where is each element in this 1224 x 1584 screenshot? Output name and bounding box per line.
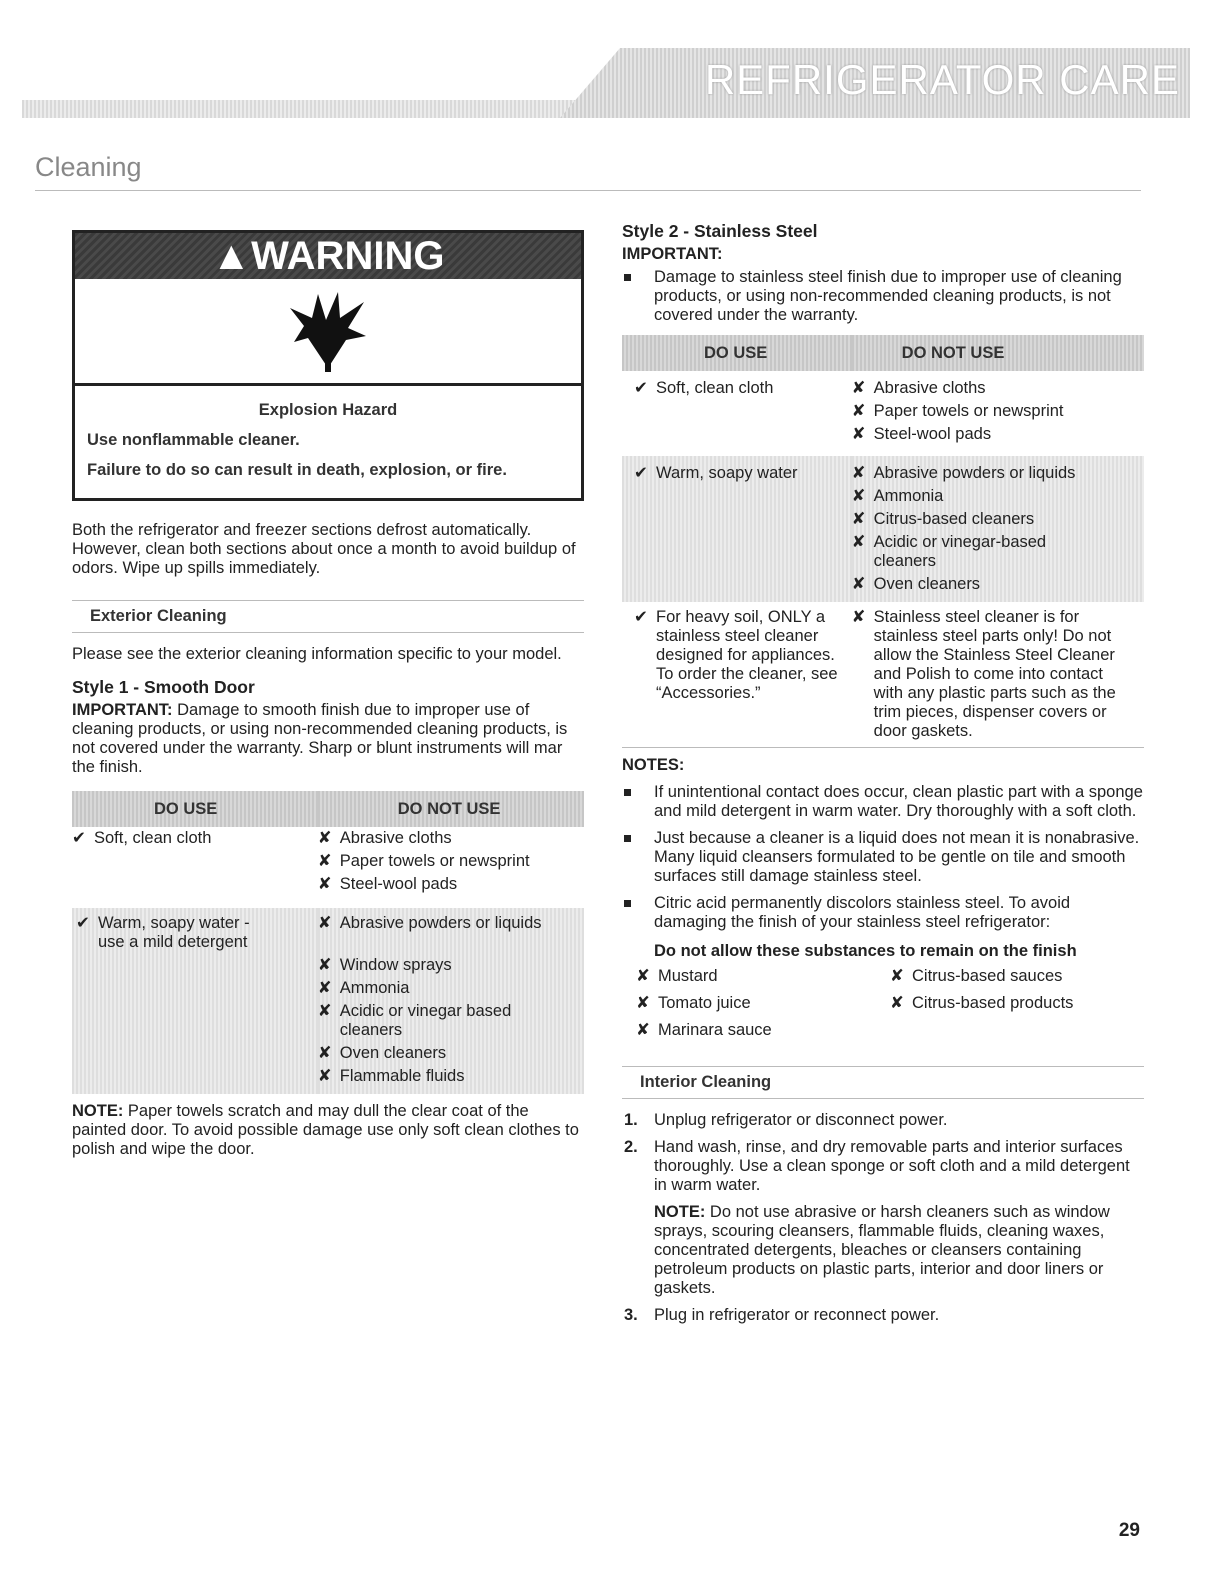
style2-col-donot: DO NOT USE	[852, 335, 1144, 371]
cross-icon: ✘	[317, 1002, 332, 1020]
interior-steps	[622, 1111, 1144, 1325]
table-row	[622, 423, 1144, 456]
style1-dont2-item: Window sprays	[339, 956, 452, 974]
style1-dont1-item: Steel-wool pads	[339, 875, 458, 893]
style2-col-do: DO USE	[622, 335, 852, 371]
list-item: 3. Plug in refrigerator or reconnect power.	[624, 1306, 940, 1324]
cross-icon: ✘	[890, 967, 904, 985]
warning-box	[72, 230, 584, 501]
check-icon: ✔	[634, 464, 648, 482]
list-item: ✘ Citrus-based sauces	[890, 967, 1063, 985]
style2-heading: Style 2 - Stainless Steel	[622, 221, 818, 241]
list-item: ✘ Tomato juice	[636, 994, 751, 1012]
right-column	[622, 222, 1144, 1333]
style2-table	[622, 335, 1144, 748]
exterior-text: Please see the exterior cleaning information specific to your model.	[72, 645, 562, 663]
style2-dont1-item: Steel-wool pads	[873, 425, 992, 443]
style2-dont2-item: Citrus-based cleaners	[873, 510, 1035, 528]
table-row	[622, 485, 1144, 508]
style1-dont1-item: Paper towels or newsprint	[339, 852, 530, 870]
interior-cleaning-heading: Interior Cleaning	[622, 1066, 1144, 1099]
notes-label: NOTES:	[622, 756, 685, 774]
substances-grid	[636, 967, 1144, 1040]
list-item: If unintentional contact does occur, clean plastic part with a sponge and mild detergent in warm water. Dry thoroughly with a soft cloth.	[622, 783, 1144, 821]
cross-icon: ✘	[317, 914, 332, 932]
cross-icon: ✘	[636, 967, 650, 985]
cross-icon: ✘	[851, 464, 866, 482]
notes-list	[622, 783, 1144, 932]
list-item: Citric acid permanently discolors stainless steel. To avoid damaging the finish of your stainless steel refrigerator:	[622, 894, 1144, 932]
check-icon: ✔	[72, 829, 86, 847]
cross-icon: ✘	[851, 425, 866, 443]
warning-hazard: Explosion Hazard	[258, 401, 398, 419]
table-row	[72, 850, 584, 873]
table-row	[72, 1000, 584, 1042]
table-row	[72, 908, 584, 954]
table-row	[622, 508, 1144, 531]
cross-icon: ✘	[890, 994, 904, 1012]
cross-icon: ✘	[851, 379, 866, 397]
list-item: 2. Hand wash, rinse, and dry removable parts and interior surfaces thoroughly. Use a clean sponge or soft cloth and a mild detergent in warm water. NOTE: Do not use abrasive or harsh cleaners such as window sprays, scouring cleansers, flammable fluids, cleaning waxes, concentrated detergents, bleaches or cleansers containing petroleum products on plastic parts, interior and door liners or gaskets.	[622, 1138, 1144, 1298]
cross-icon: ✘	[317, 852, 332, 870]
cross-icon: ✘	[636, 994, 650, 1012]
style1-dont2-item: Flammable fluids	[339, 1067, 465, 1085]
style2-dont3: Stainless steel cleaner is for stainless steel parts only! Do not allow the Stainless Steel Cleaner and Polish to come into contact with any plastic parts such as the trim pieces, dispenser covers or door gaskets.	[873, 608, 1116, 740]
cross-icon: ✘	[636, 1021, 650, 1039]
style1-dont2-item: Ammonia	[339, 979, 410, 997]
cross-icon: ✘	[317, 1044, 332, 1062]
style1-important: IMPORTANT: Damage to smooth finish due to improper use of cleaning products, or using non-recommended cleaning products, is not covered under the warranty. Sharp or blunt instruments will mar the finish.	[72, 701, 568, 776]
style2-important-label: IMPORTANT:	[622, 245, 723, 263]
table-row	[72, 954, 584, 977]
warning-title: WARNING	[251, 234, 445, 278]
cross-icon: ✘	[851, 608, 866, 626]
list-item: 1. Unplug refrigerator or disconnect power.	[624, 1111, 948, 1129]
list-item: ✘ Mustard	[636, 967, 718, 985]
style2-do2: Warm, soapy water	[656, 464, 798, 482]
interior-note: NOTE: Do not use abrasive or harsh cleaners such as window sprays, scouring cleansers, flammable fluids, cleaning waxes, concentrated detergents, bleaches or cleansers containing petroleum products on plastic parts, interior and door liners or gaskets.	[654, 1203, 1110, 1297]
cross-icon: ✘	[317, 1067, 332, 1085]
cross-icon: ✘	[317, 979, 332, 997]
table-row	[622, 400, 1144, 423]
cross-icon: ✘	[851, 487, 866, 505]
style2-important-list	[622, 268, 1144, 325]
warning-line-1: Use nonflammable cleaner.	[87, 431, 300, 449]
style1-col-donot: DO NOT USE	[318, 791, 584, 827]
list-item: ✘ Citrus-based products	[890, 994, 1074, 1012]
table-row	[622, 602, 1144, 748]
style1-dont1-item: Abrasive cloths	[339, 829, 452, 847]
style2-dont1-item: Paper towels or newsprint	[873, 402, 1064, 420]
table-row	[72, 1065, 584, 1094]
style2-do1: Soft, clean cloth	[656, 379, 774, 397]
table-row	[622, 371, 1144, 400]
page-number: 29	[1118, 1520, 1140, 1541]
style1-heading: Style 1 - Smooth Door	[72, 677, 255, 697]
style1-note: NOTE: Paper towels scratch and may dull the clear coat of the painted door. To avoid possible damage use only soft clean clothes to polish and wipe the door.	[72, 1102, 579, 1158]
list-item: ✘ Marinara sauce	[636, 1021, 772, 1039]
warning-triangle-icon: ▲	[211, 234, 252, 278]
left-column	[72, 230, 584, 1173]
intro-paragraph: Both the refrigerator and freezer sections defrost automatically. However, clean both sections about once a month to avoid buildup of odors. Wipe up spills immediately.	[72, 521, 576, 577]
check-icon: ✔	[76, 914, 90, 932]
warning-header	[75, 233, 581, 279]
style1-col-do: DO USE	[72, 791, 318, 827]
warning-body	[75, 386, 581, 498]
cross-icon: ✘	[851, 575, 866, 593]
cross-icon: ✘	[851, 533, 866, 551]
style1-dont2-item: Oven cleaners	[339, 1044, 447, 1062]
style1-table	[72, 791, 584, 1094]
style2-dont1-item: Abrasive cloths	[873, 379, 986, 397]
style2-dont2-item: Ammonia	[873, 487, 944, 505]
style2-dont2-item: Acidic or vinegar-based cleaners	[873, 533, 1047, 570]
style1-dont2-item: Acidic or vinegar based cleaners	[339, 1002, 512, 1039]
cross-icon: ✘	[851, 402, 866, 420]
table-row	[72, 1042, 584, 1065]
title-divider	[35, 190, 1141, 191]
table-row	[72, 873, 584, 908]
cross-icon: ✘	[317, 956, 332, 974]
banner-title: REFRIGERATOR CARE	[704, 56, 1180, 103]
table-row	[72, 827, 584, 850]
style2-do3: For heavy soil, ONLY a stainless steel cleaner designed for appliances. To order the cleaner, see “Accessories.”	[656, 608, 838, 702]
style2-dont2-item: Abrasive powders or liquids	[873, 464, 1076, 482]
check-icon: ✔	[634, 608, 648, 626]
explosion-icon-area	[75, 279, 581, 386]
table-row	[72, 977, 584, 1000]
warning-line-2: Failure to do so can result in death, explosion, or fire.	[87, 461, 507, 479]
style1-do1: Soft, clean cloth	[94, 829, 212, 847]
explosion-icon	[288, 288, 368, 374]
list-item: Damage to stainless steel finish due to improper use of cleaning products, or using non-recommended cleaning products, is not covered under the warranty.	[622, 268, 1144, 325]
exterior-cleaning-heading: Exterior Cleaning	[72, 600, 584, 633]
page-title: Cleaning	[35, 152, 142, 182]
cross-icon: ✘	[851, 510, 866, 528]
check-icon: ✔	[634, 379, 648, 397]
table-row	[622, 573, 1144, 602]
cross-icon: ✘	[317, 829, 332, 847]
list-item: Just because a cleaner is a liquid does not mean it is nonabrasive. Many liquid cleansers formulated to be gentle on tile and smooth surfaces still damage stainless steel.	[622, 829, 1144, 886]
substances-heading: Do not allow these substances to remain on the finish	[654, 942, 1077, 960]
style1-dont2-item: Abrasive powders or liquids	[339, 914, 542, 932]
table-row	[622, 456, 1144, 485]
cross-icon: ✘	[317, 875, 332, 893]
style1-do2: Warm, soapy water - use a mild detergent	[98, 914, 250, 951]
style2-dont2-item: Oven cleaners	[873, 575, 981, 593]
table-row	[622, 531, 1144, 573]
